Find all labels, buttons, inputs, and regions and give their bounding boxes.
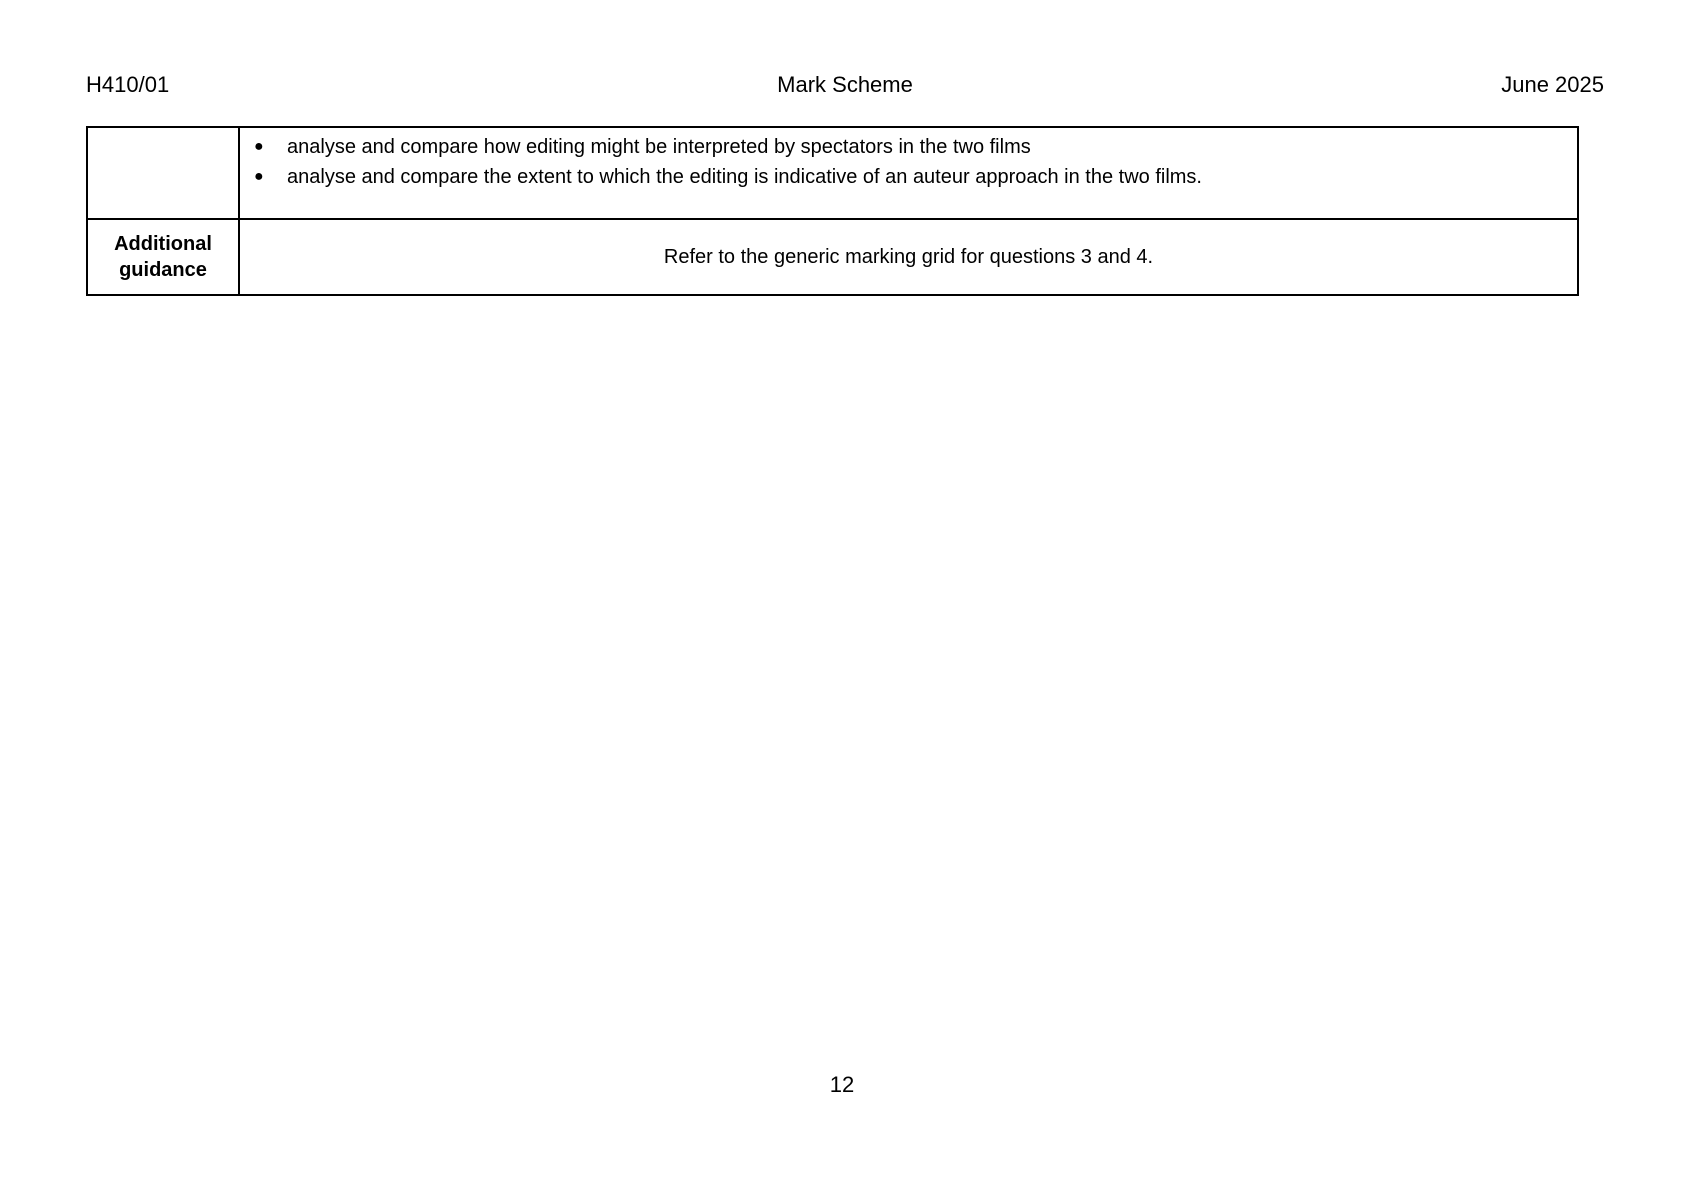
- bullet-text: analyse and compare how editing might be interpreted by spectators in the two films: [287, 136, 1031, 158]
- empty-label-cell: [87, 127, 239, 219]
- label-line: guidance: [119, 259, 207, 281]
- page-number: 12: [829, 1072, 855, 1097]
- bullet-list: [240, 128, 1577, 192]
- guidance-text: Refer to the generic marking grid for questions 3 and 4.: [663, 245, 1154, 268]
- list-item: [240, 162, 1577, 192]
- table-row: [87, 219, 1578, 295]
- mark-scheme-table: [86, 126, 1579, 296]
- list-item: [240, 132, 1577, 162]
- guidance-bullets-cell: [239, 127, 1578, 219]
- bullet-text: analyse and compare the extent to which the editing is indicative of an auteur approach in the two films.: [287, 166, 1202, 188]
- table-row: [87, 127, 1578, 219]
- bullet-icon: ●: [254, 168, 264, 185]
- additional-guidance-text-cell: [239, 219, 1578, 295]
- page-header: [86, 72, 1604, 102]
- label-line: Additional: [114, 233, 212, 255]
- paper-code: H410/01: [86, 72, 170, 97]
- page-title: Mark Scheme: [777, 72, 913, 97]
- bullet-icon: ●: [254, 138, 264, 155]
- exam-date: June 2025: [1501, 72, 1604, 97]
- additional-guidance-label: [87, 219, 239, 295]
